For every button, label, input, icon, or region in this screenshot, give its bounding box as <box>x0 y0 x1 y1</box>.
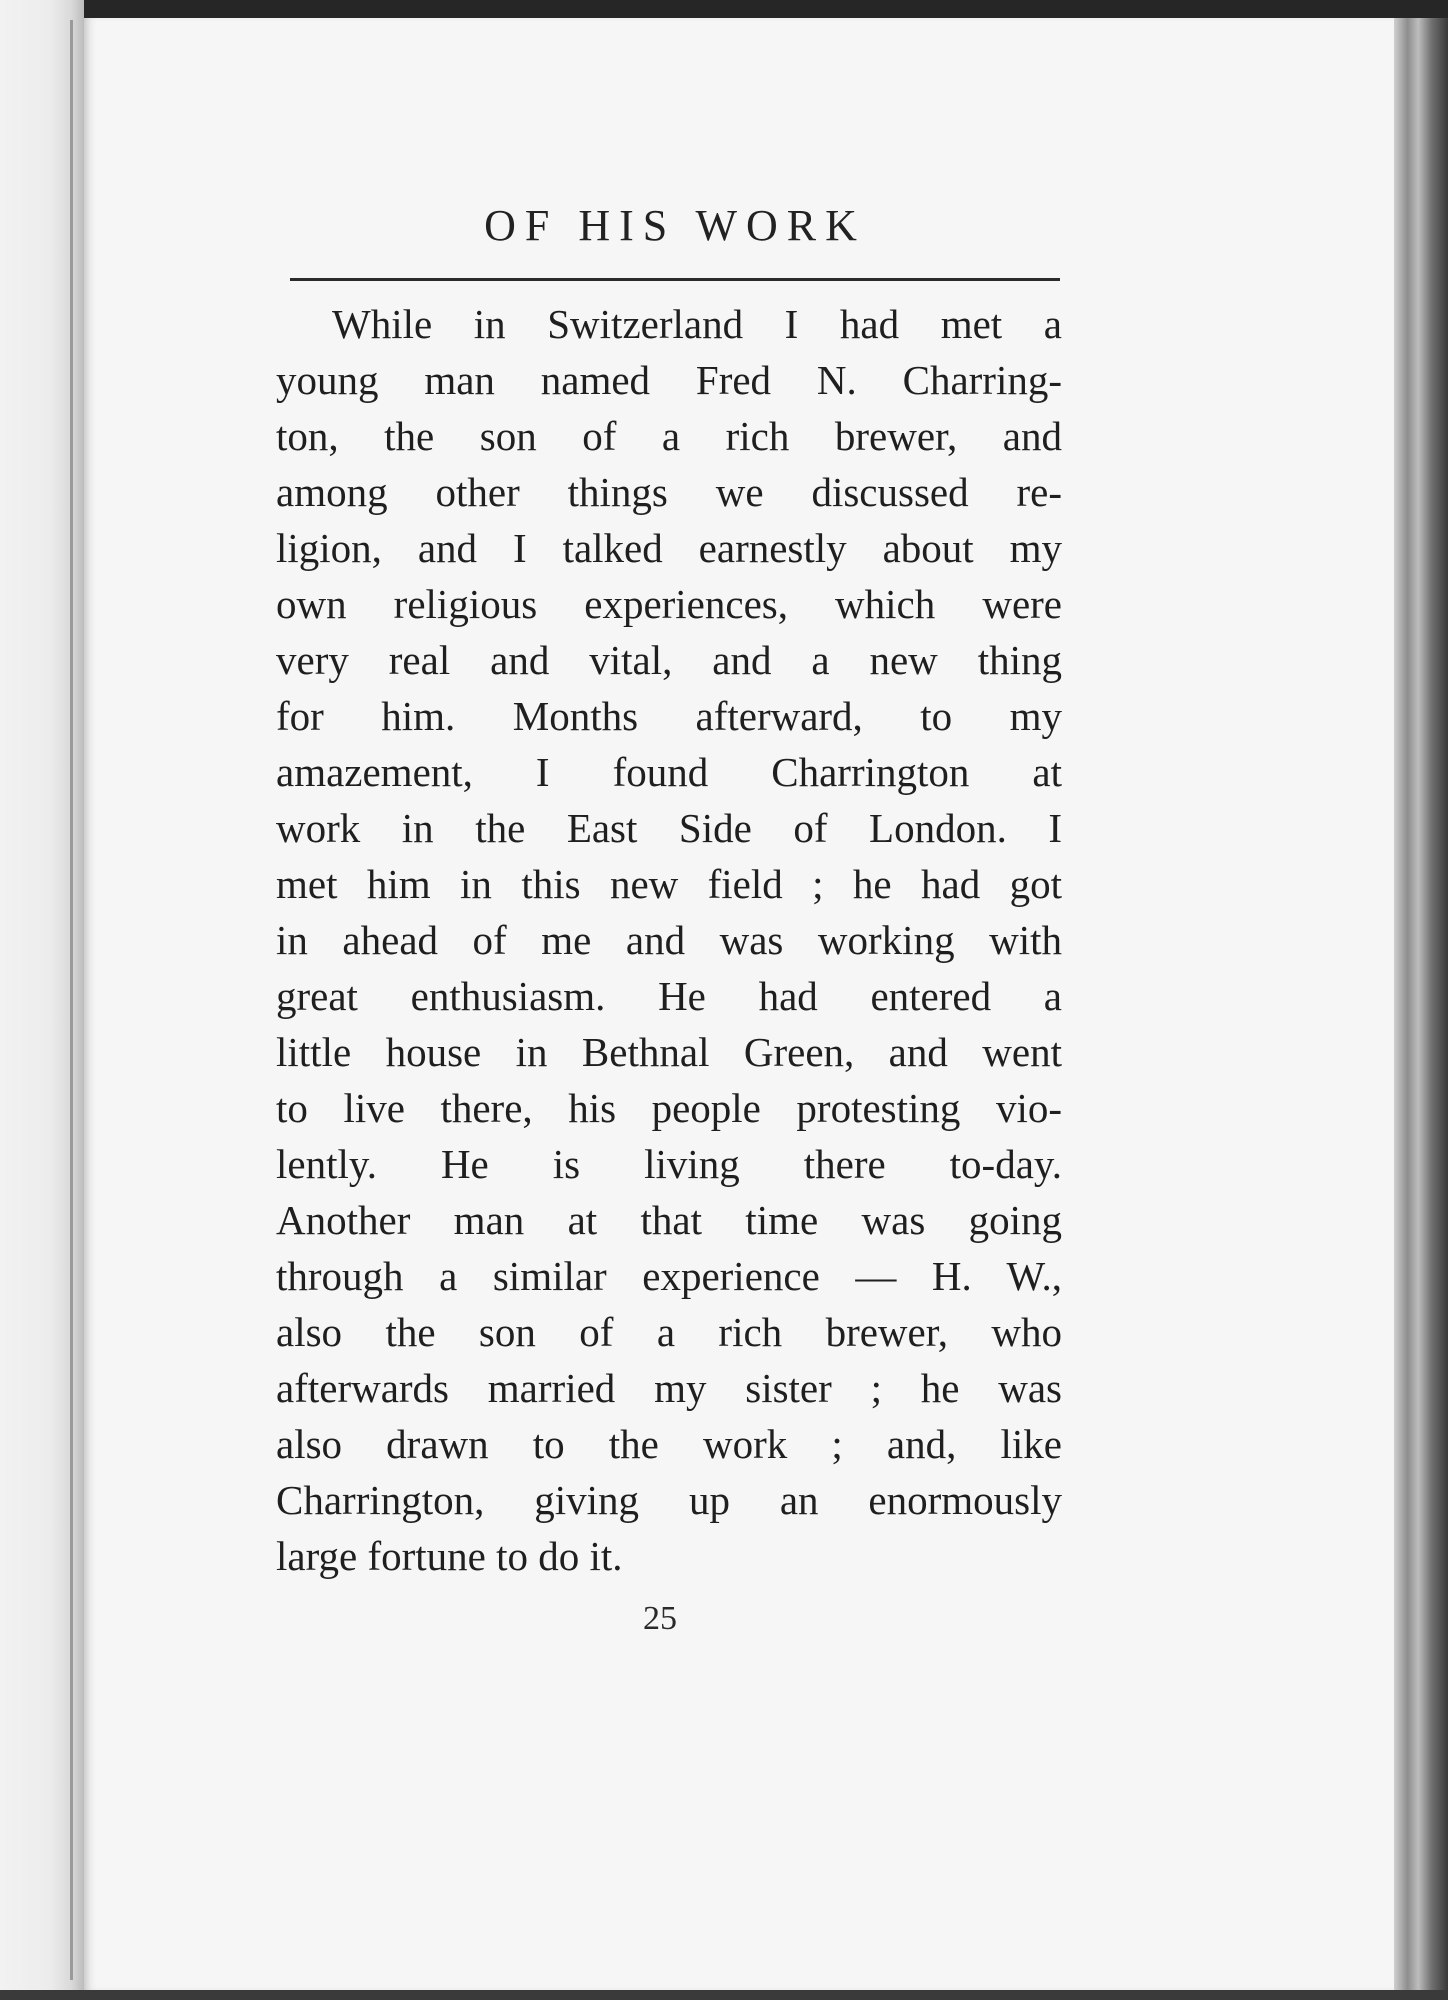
text-line: work in the East Side of London. I <box>276 805 1062 851</box>
text-line: young man named Fred N. Charring- <box>276 357 1062 403</box>
body-text <box>276 296 1062 1584</box>
header-rule <box>290 278 1060 281</box>
text-line: lently. He is living there to-day. <box>276 1141 1062 1187</box>
text-line: met him in this new field ; he had got <box>276 861 1062 907</box>
page-number: 25 <box>643 1600 677 1637</box>
page-fold-line <box>70 20 73 1980</box>
text-line: for him. Months afterward, to my <box>276 693 1062 739</box>
text-line: through a similar experience — H. W., <box>276 1253 1062 1299</box>
facing-page-edge <box>0 0 84 2000</box>
text-line: great enthusiasm. He had entered a <box>276 973 1062 1019</box>
text-line: also drawn to the work ; and, like <box>276 1421 1062 1467</box>
text-line: While in Switzerland I had met a <box>332 301 1062 347</box>
text-line: in ahead of me and was working with <box>276 917 1062 963</box>
text-line: own religious experiences, which were <box>276 581 1062 627</box>
running-head: OF HIS WORK <box>484 201 866 250</box>
text-line: Another man at that time was going <box>276 1197 1062 1243</box>
text-line: afterwards married my sister ; he was <box>276 1365 1062 1411</box>
text-line: very real and vital, and a new thing <box>276 637 1062 683</box>
text-line: ligion, and I talked earnestly about my <box>276 525 1062 571</box>
text-line: ton, the son of a rich brewer, and <box>276 413 1062 459</box>
text-line: Charrington, giving up an enormously <box>276 1477 1062 1523</box>
text-line: also the son of a rich brewer, who <box>276 1309 1062 1355</box>
text-line: among other things we discussed re- <box>276 469 1062 515</box>
text-line: to live there, his people protesting vio- <box>276 1085 1062 1131</box>
text-line: large fortune to do it. <box>276 1533 623 1579</box>
scan-bottom-border <box>0 1990 1448 2000</box>
scan-top-border <box>0 0 1448 18</box>
page-stack-edge <box>1394 18 1448 1990</box>
text-line: little house in Bethnal Green, and went <box>276 1029 1062 1075</box>
text-line: amazement, I found Charrington at <box>276 749 1062 795</box>
